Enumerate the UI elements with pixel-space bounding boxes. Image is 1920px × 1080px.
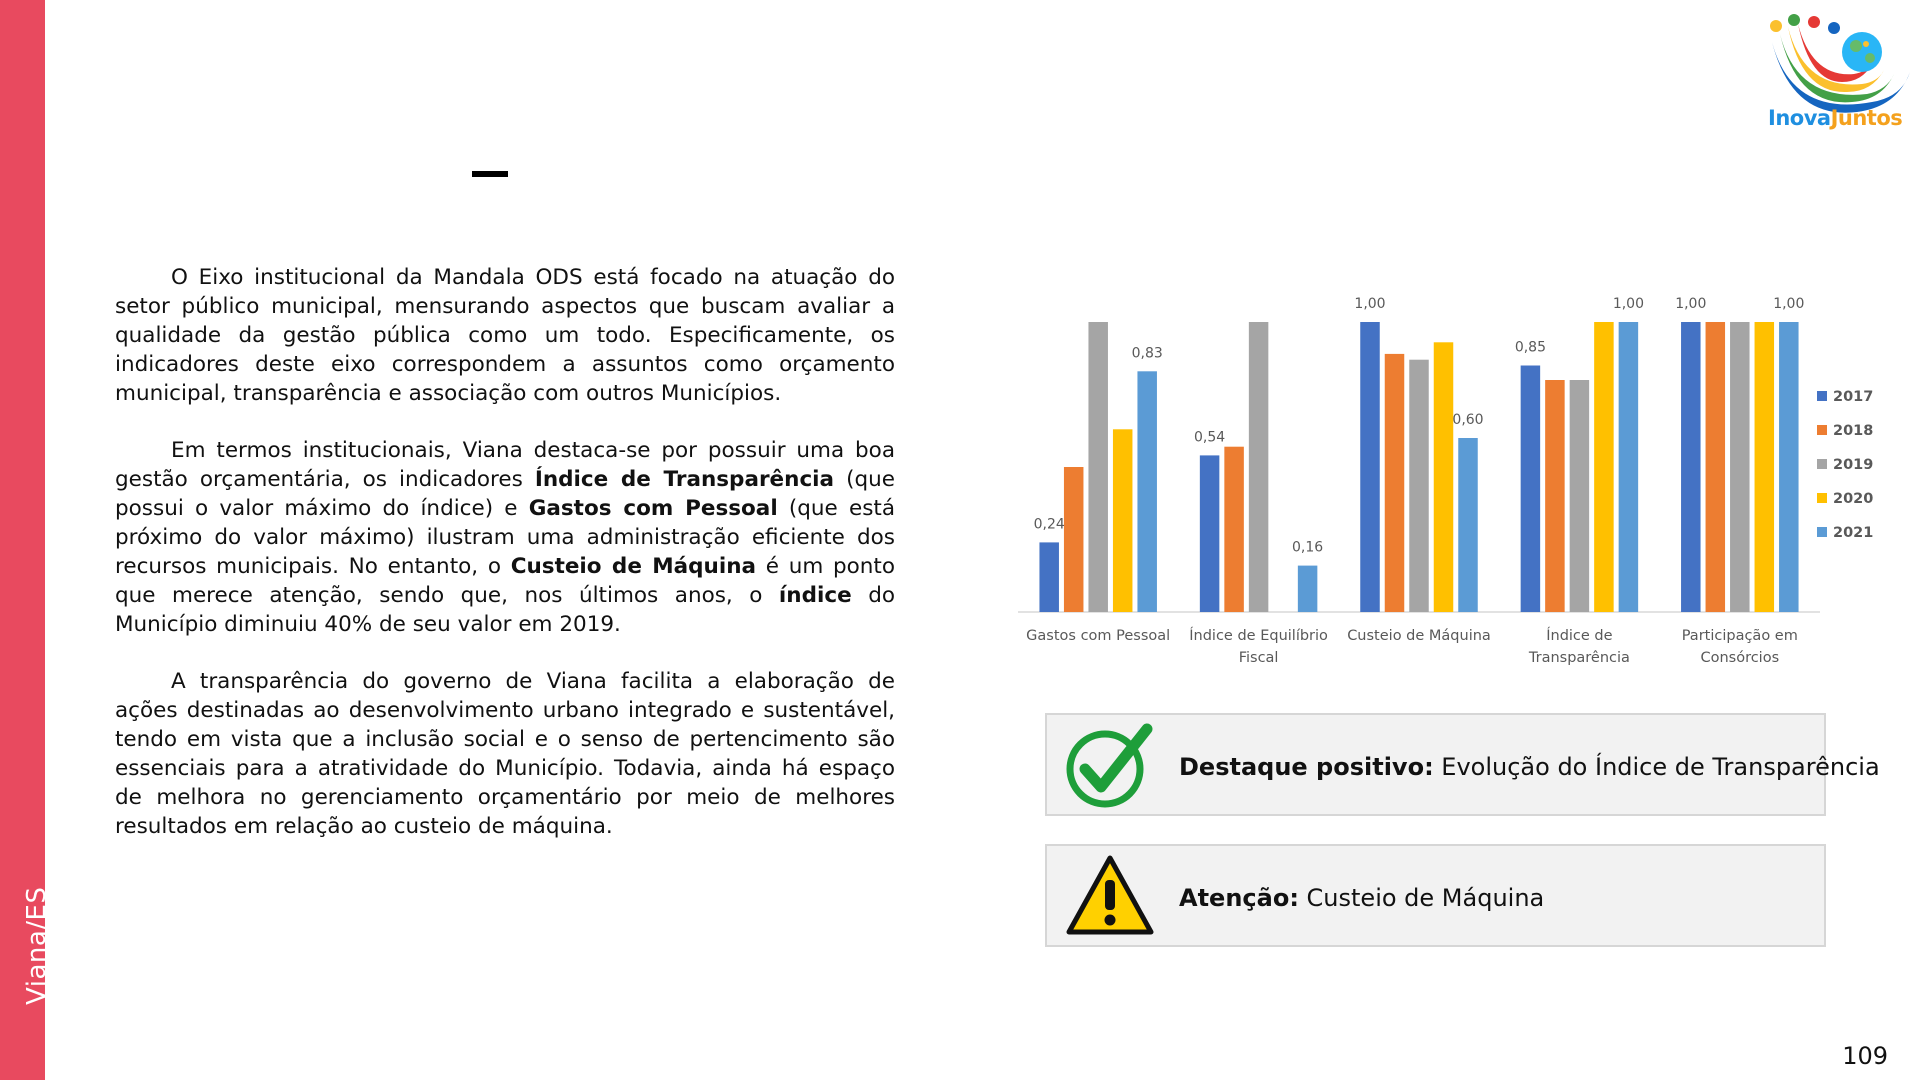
bar-2017	[1681, 322, 1701, 612]
bar-2020	[1113, 429, 1133, 612]
bar-2021	[1458, 438, 1478, 612]
text-run: O Eixo institucional da Mandala ODS está focado na atuação do setor público municipal, mensurando aspectos que buscam avaliar a qualidade da gestão pública como um todo. Especificamente, os indicadores deste eixo correspondem a assuntos como orçamento municipal, transparência e associação com outros Municípios.	[115, 265, 895, 406]
legend-swatch	[1817, 493, 1827, 503]
bar-2021	[1779, 322, 1799, 612]
text-run: (que está próximo do valor máximo) ilustram uma administração eficiente dos recursos municipais. No entanto, o	[115, 496, 895, 579]
positive-label: Destaque positivo:	[1179, 753, 1434, 781]
legend-label: 2019	[1833, 457, 1874, 473]
bar-2017	[1521, 366, 1541, 613]
logo-text: InovaJuntos	[1768, 106, 1903, 130]
bar-2019	[1088, 322, 1108, 612]
bar-2021	[1619, 322, 1639, 612]
side-bar	[0, 0, 52, 1080]
bar-2021	[1298, 566, 1318, 612]
bar-2017	[1360, 322, 1380, 612]
attention-label: Atenção:	[1179, 884, 1299, 912]
bold-text: Gastos com Pessoal	[528, 496, 778, 521]
bar-2017	[1039, 542, 1059, 612]
city-label: Viana/ES	[22, 886, 52, 1005]
legend-label: 2021	[1833, 525, 1874, 541]
page-title	[472, 171, 508, 177]
legend-swatch	[1817, 425, 1827, 435]
data-label: 0,60	[1452, 412, 1484, 428]
data-label: 1,00	[1612, 296, 1644, 312]
legend-label: 2018	[1833, 423, 1874, 439]
bar-2018	[1224, 447, 1244, 612]
bar-2021	[1137, 371, 1157, 612]
bar-2018	[1706, 322, 1726, 612]
paragraph	[115, 263, 895, 408]
bar-2018	[1545, 380, 1565, 612]
bar-2019	[1730, 322, 1750, 612]
check-icon	[1065, 721, 1155, 811]
legend-swatch	[1817, 459, 1827, 469]
paragraph	[115, 667, 895, 841]
data-label: 0,54	[1194, 429, 1226, 446]
category-label: Custeio de Máquina	[1347, 628, 1491, 644]
bar-2020	[1434, 342, 1454, 612]
body-text	[115, 263, 895, 869]
warning-icon	[1065, 852, 1155, 942]
text-run: A transparência do governo de Viana facilita a elaboração de ações destinadas ao desenvolvimento urbano integrado e sustentável, tendo em vista que a inclusão social e o senso de pertencimento são essenciais para a atratividade do Município. Todavia, ainda há espaço de melhora no gerenciamento orçamentário por meio de melhores resultados em relação ao custeio de máquina.	[115, 669, 895, 839]
legend-swatch	[1817, 391, 1827, 401]
bold-text: Custeio de Máquina	[510, 554, 757, 579]
attention-highlight	[1045, 844, 1826, 947]
data-label: 0,83	[1131, 345, 1163, 362]
category-label: Índice de Equilíbrio	[1189, 628, 1328, 644]
bar-2019	[1570, 380, 1590, 612]
bar-2018	[1064, 467, 1084, 612]
text-run: Em termos institucionais, Viana destaca-se por possuir uma boa gestão orçamentária, os indicadores	[115, 438, 895, 492]
data-label: 1,00	[1773, 296, 1805, 312]
category-label: Transparência	[1528, 650, 1630, 666]
legend-label: 2017	[1833, 389, 1874, 405]
bold-text: Índice de Transparência	[534, 467, 835, 492]
positive-text: Evolução do Índice de Transparência	[1433, 753, 1880, 781]
category-label: Consórcios	[1700, 650, 1780, 666]
bar-2019	[1409, 360, 1429, 612]
legend-label: 2020	[1833, 491, 1874, 507]
bar-2019	[1249, 322, 1269, 612]
data-label: 1,00	[1354, 296, 1386, 312]
paragraph	[115, 436, 895, 639]
page-number: 109	[1842, 1042, 1888, 1070]
text-run: (que possui o valor máximo do índice) e	[115, 467, 895, 521]
data-label: 0,24	[1033, 516, 1065, 533]
attention-text: Custeio de Máquina	[1298, 884, 1545, 912]
text-run: é um ponto que merece atenção, sendo que, nos últimos anos, o	[115, 554, 896, 608]
category-label: Índice de	[1546, 628, 1613, 644]
bar-2018	[1385, 354, 1405, 612]
legend-swatch	[1817, 527, 1827, 537]
positive-highlight	[1045, 713, 1880, 816]
category-label: Participação em	[1681, 628, 1798, 644]
category-label: Fiscal	[1238, 650, 1279, 666]
data-label: 1,00	[1675, 296, 1707, 312]
text-run: do Município diminuiu 40% de seu valor em 2019.	[115, 583, 895, 637]
bar-chart	[1000, 280, 1900, 680]
category-label: Gastos com Pessoal	[1026, 628, 1171, 644]
data-label: 0,16	[1292, 539, 1324, 556]
bar-2020	[1594, 322, 1614, 612]
bar-2020	[1755, 322, 1775, 612]
bar-2017	[1200, 455, 1220, 612]
data-label: 0,85	[1514, 339, 1546, 356]
bold-text: índice	[778, 583, 852, 608]
